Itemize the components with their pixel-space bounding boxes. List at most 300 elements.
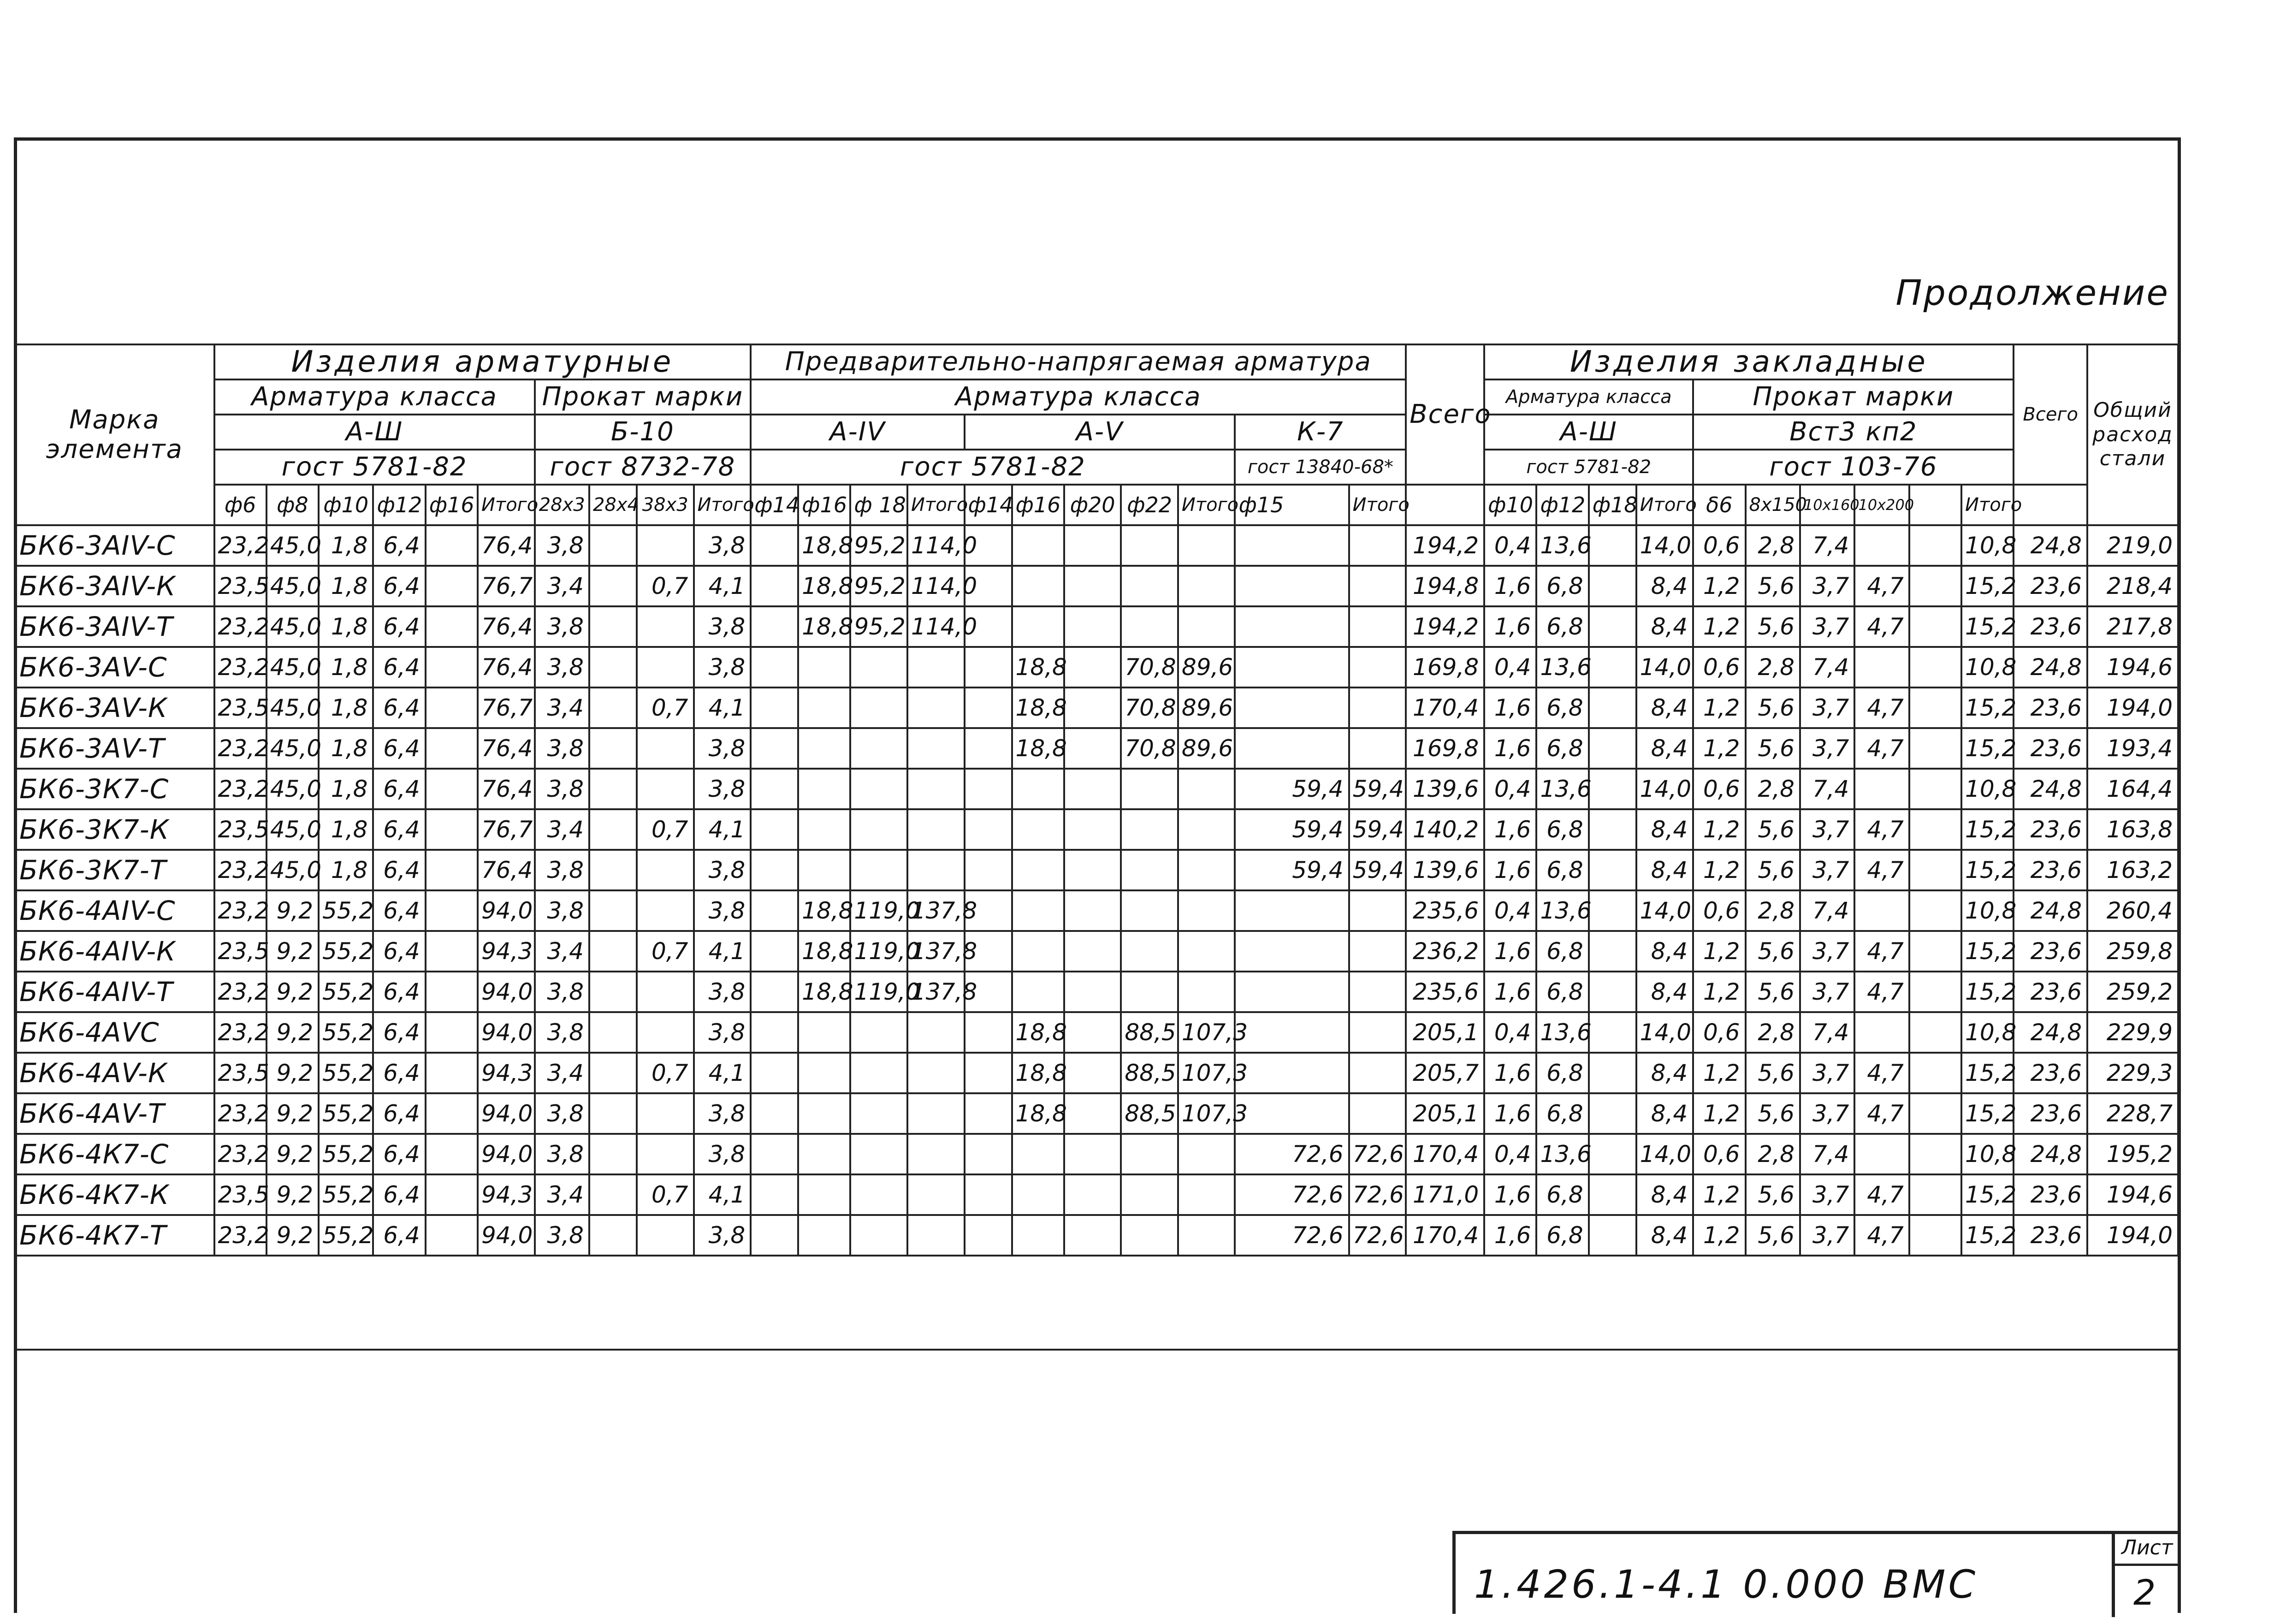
value-cell: [1012, 931, 1064, 972]
value-cell: 6,4: [373, 1174, 425, 1215]
table-row: [15, 647, 2178, 688]
value-cell: 139,6: [1406, 769, 1484, 809]
value-cell: 3,8: [694, 1093, 751, 1134]
value-cell: [965, 728, 1012, 769]
value-cell: 76,4: [478, 850, 535, 890]
value-cell: [1349, 931, 1406, 972]
col-header: ф6: [214, 485, 267, 525]
value-cell: 5,6: [1746, 931, 1800, 972]
header-prestress-gost: гост 5781-82: [751, 450, 1235, 485]
value-cell: [1121, 525, 1178, 566]
value-cell: 5,6: [1746, 1053, 1800, 1093]
value-cell: 6,4: [373, 1053, 425, 1093]
value-cell: 23,2: [214, 972, 267, 1012]
value-cell: 1,2: [1693, 809, 1745, 850]
header-arm-class: А-Ш: [214, 415, 535, 450]
col-header: Итого: [478, 485, 535, 525]
value-cell: [798, 688, 850, 728]
value-cell: [1012, 972, 1064, 1012]
value-cell: 8,4: [1636, 606, 1694, 647]
value-cell: 8,4: [1636, 728, 1694, 769]
value-cell: 0,7: [637, 1174, 694, 1215]
col-header: ф12: [373, 485, 425, 525]
value-cell: 76,4: [478, 647, 535, 688]
value-cell: 6,4: [373, 688, 425, 728]
value-cell: 4,1: [694, 1053, 751, 1093]
value-cell: [637, 1093, 694, 1134]
value-cell: 171,0: [1406, 1174, 1484, 1215]
value-cell: 0,7: [637, 566, 694, 606]
value-cell: 45,0: [267, 647, 319, 688]
value-cell: 164,4: [2087, 769, 2178, 809]
value-cell: [1064, 890, 1121, 931]
value-cell: 7,4: [1800, 890, 1854, 931]
value-cell: 3,8: [694, 890, 751, 931]
element-mark-cell: БК6-4К7-С: [15, 1134, 214, 1174]
value-cell: [1064, 809, 1121, 850]
value-cell: 5,6: [1746, 1174, 1800, 1215]
value-cell: [1012, 809, 1064, 850]
value-cell: 72,6: [1235, 1174, 1349, 1215]
value-cell: 205,1: [1406, 1012, 1484, 1053]
value-cell: 1,6: [1484, 1174, 1536, 1215]
value-cell: 9,2: [267, 931, 319, 972]
header-mark: Марка элемента: [15, 344, 214, 525]
table-row: [15, 606, 2178, 647]
table-row: [15, 1012, 2178, 1053]
value-cell: [589, 1012, 637, 1053]
value-cell: 1,6: [1484, 850, 1536, 890]
value-cell: [907, 728, 965, 769]
value-cell: [1909, 525, 1961, 566]
header-embed-arm-class: А-Ш: [1484, 415, 1693, 450]
value-cell: [1064, 972, 1121, 1012]
value-cell: 6,8: [1536, 566, 1588, 606]
value-cell: 1,8: [319, 566, 373, 606]
col-header: ф22: [1121, 485, 1178, 525]
value-cell: [426, 1134, 478, 1174]
value-cell: 217,8: [2087, 606, 2178, 647]
value-cell: [850, 647, 907, 688]
value-cell: 3,8: [535, 647, 589, 688]
table-row: [15, 1053, 2178, 1093]
value-cell: [907, 1053, 965, 1093]
value-cell: 235,6: [1406, 890, 1484, 931]
value-cell: 218,4: [2087, 566, 2178, 606]
value-cell: 1,2: [1693, 1174, 1745, 1215]
value-cell: [426, 688, 478, 728]
title-block: [1452, 1531, 2181, 1614]
value-cell: 1,2: [1693, 1053, 1745, 1093]
value-cell: [637, 1134, 694, 1174]
value-cell: 1,8: [319, 525, 373, 566]
value-cell: 3,4: [535, 1174, 589, 1215]
value-cell: 72,6: [1349, 1134, 1406, 1174]
value-cell: [1909, 1134, 1961, 1174]
value-cell: [751, 769, 798, 809]
value-cell: [637, 769, 694, 809]
value-cell: 18,8: [1012, 1093, 1064, 1134]
value-cell: 55,2: [319, 1215, 373, 1256]
value-cell: [637, 606, 694, 647]
value-cell: [426, 769, 478, 809]
value-cell: 55,2: [319, 1093, 373, 1134]
col-header: ф18: [1589, 485, 1636, 525]
value-cell: 18,8: [1012, 647, 1064, 688]
element-mark-cell: БК6-3К7-Т: [15, 850, 214, 890]
value-cell: 1,8: [319, 809, 373, 850]
value-cell: 205,7: [1406, 1053, 1484, 1093]
value-cell: [589, 566, 637, 606]
value-cell: 10,8: [1961, 647, 2014, 688]
value-cell: 3,8: [535, 1134, 589, 1174]
value-cell: 13,6: [1536, 890, 1588, 931]
value-cell: [1064, 1134, 1121, 1174]
value-cell: [426, 972, 478, 1012]
header-prokat-mark: Б-10: [535, 415, 751, 450]
value-cell: 3,8: [694, 1134, 751, 1174]
header-steel-total: Общий расход стали: [2087, 344, 2178, 525]
value-cell: [1012, 1215, 1064, 1256]
value-cell: [907, 1093, 965, 1134]
value-cell: 6,4: [373, 1012, 425, 1053]
value-cell: 1,2: [1693, 1215, 1745, 1256]
value-cell: 169,8: [1406, 647, 1484, 688]
value-cell: [1909, 850, 1961, 890]
value-cell: 3,4: [535, 688, 589, 728]
value-cell: [1909, 1012, 1961, 1053]
value-cell: 55,2: [319, 890, 373, 931]
value-cell: 94,0: [478, 1012, 535, 1053]
element-mark-cell: БК6-3АIV-С: [15, 525, 214, 566]
value-cell: 3,7: [1800, 566, 1854, 606]
value-cell: [798, 769, 850, 809]
value-cell: 10,8: [1961, 1012, 2014, 1053]
value-cell: 59,4: [1235, 850, 1349, 890]
col-header: Итого: [907, 485, 965, 525]
value-cell: [1121, 1174, 1178, 1215]
value-cell: 72,6: [1349, 1174, 1406, 1215]
value-cell: [1589, 525, 1636, 566]
value-cell: [589, 1215, 637, 1256]
value-cell: 23,5: [214, 1053, 267, 1093]
value-cell: 8,4: [1636, 809, 1694, 850]
value-cell: [589, 1093, 637, 1134]
value-cell: 163,2: [2087, 850, 2178, 890]
value-cell: [751, 688, 798, 728]
value-cell: 76,4: [478, 525, 535, 566]
header-class-k7: К-7: [1235, 415, 1406, 450]
value-cell: 59,4: [1349, 809, 1406, 850]
value-cell: [1854, 890, 1909, 931]
value-cell: [798, 1174, 850, 1215]
value-cell: 170,4: [1406, 1134, 1484, 1174]
col-header: ф14: [965, 485, 1012, 525]
value-cell: 3,8: [694, 728, 751, 769]
value-cell: 3,8: [535, 1215, 589, 1256]
col-header: Итого: [694, 485, 751, 525]
value-cell: 18,8: [1012, 728, 1064, 769]
value-cell: 9,2: [267, 1215, 319, 1256]
value-cell: 194,2: [1406, 525, 1484, 566]
value-cell: [426, 566, 478, 606]
value-cell: 5,6: [1746, 972, 1800, 1012]
value-cell: 15,2: [1961, 809, 2014, 850]
value-cell: [1064, 1174, 1121, 1215]
value-cell: 114,0: [907, 566, 965, 606]
element-mark-cell: БК6-3АV-С: [15, 647, 214, 688]
value-cell: [426, 850, 478, 890]
value-cell: [1012, 566, 1064, 606]
value-cell: [798, 1215, 850, 1256]
value-cell: [850, 1174, 907, 1215]
value-cell: 163,8: [2087, 809, 2178, 850]
value-cell: 4,7: [1854, 566, 1909, 606]
value-cell: [1235, 1093, 1349, 1134]
value-cell: 76,7: [478, 688, 535, 728]
value-cell: 88,5: [1121, 1012, 1178, 1053]
value-cell: 23,6: [2014, 809, 2087, 850]
value-cell: [1012, 525, 1064, 566]
value-cell: 3,7: [1800, 606, 1854, 647]
value-cell: [850, 1134, 907, 1174]
value-cell: 235,6: [1406, 972, 1484, 1012]
value-cell: 6,8: [1536, 850, 1588, 890]
value-cell: [965, 1215, 1012, 1256]
value-cell: [1064, 688, 1121, 728]
value-cell: 3,7: [1800, 850, 1854, 890]
col-header: [1909, 485, 1961, 525]
value-cell: 5,6: [1746, 809, 1800, 850]
value-cell: 6,4: [373, 606, 425, 647]
value-cell: [1349, 972, 1406, 1012]
value-cell: 72,6: [1235, 1134, 1349, 1174]
col-header: 10х160: [1800, 485, 1854, 525]
value-cell: [637, 972, 694, 1012]
value-cell: 15,2: [1961, 1053, 2014, 1093]
value-cell: 14,0: [1636, 769, 1694, 809]
col-header: Итого: [1178, 485, 1235, 525]
header-prokat-gost: гост 8732-78: [535, 450, 751, 485]
value-cell: 6,8: [1536, 931, 1588, 972]
element-mark-cell: БК6-3АIV-К: [15, 566, 214, 606]
value-cell: [965, 1012, 1012, 1053]
value-cell: [1178, 931, 1235, 972]
value-cell: 9,2: [267, 1134, 319, 1174]
value-cell: 259,8: [2087, 931, 2178, 972]
table-row: [15, 1174, 2178, 1215]
value-cell: 3,8: [535, 728, 589, 769]
value-cell: 13,6: [1536, 1012, 1588, 1053]
value-cell: 1,8: [319, 728, 373, 769]
value-cell: 9,2: [267, 1174, 319, 1215]
value-cell: 8,4: [1636, 931, 1694, 972]
value-cell: 3,7: [1800, 1215, 1854, 1256]
value-cell: 45,0: [267, 850, 319, 890]
value-cell: 89,6: [1178, 647, 1235, 688]
value-cell: [1178, 1174, 1235, 1215]
value-cell: [426, 728, 478, 769]
value-cell: [965, 850, 1012, 890]
value-cell: 6,4: [373, 1134, 425, 1174]
value-cell: 70,8: [1121, 728, 1178, 769]
value-cell: 4,7: [1854, 1215, 1909, 1256]
value-cell: [1909, 931, 1961, 972]
value-cell: [1178, 769, 1235, 809]
value-cell: 6,4: [373, 647, 425, 688]
value-cell: 6,8: [1536, 1053, 1588, 1093]
value-cell: [426, 890, 478, 931]
value-cell: 4,7: [1854, 972, 1909, 1012]
value-cell: 1,6: [1484, 688, 1536, 728]
value-cell: [1589, 1012, 1636, 1053]
element-mark-cell: БК6-4К7-Т: [15, 1215, 214, 1256]
value-cell: 3,8: [535, 525, 589, 566]
value-cell: [1349, 525, 1406, 566]
value-cell: [589, 688, 637, 728]
header-arm-gost: гост 5781-82: [214, 450, 535, 485]
col-header: ф20: [1064, 485, 1121, 525]
value-cell: [1121, 972, 1178, 1012]
col-header: ф8: [267, 485, 319, 525]
value-cell: 8,4: [1636, 688, 1694, 728]
value-cell: [637, 728, 694, 769]
value-cell: [1064, 1215, 1121, 1256]
value-cell: 0,6: [1693, 1134, 1745, 1174]
value-cell: [1178, 850, 1235, 890]
value-cell: 0,6: [1693, 890, 1745, 931]
value-cell: 23,2: [214, 1012, 267, 1053]
value-cell: [1854, 647, 1909, 688]
value-cell: 76,4: [478, 769, 535, 809]
value-cell: 3,8: [535, 972, 589, 1012]
table-row: [15, 850, 2178, 890]
value-cell: 1,2: [1693, 1093, 1745, 1134]
value-cell: 0,4: [1484, 525, 1536, 566]
value-cell: 6,4: [373, 850, 425, 890]
value-cell: 94,3: [478, 1053, 535, 1093]
value-cell: 24,8: [2014, 890, 2087, 931]
value-cell: [426, 1093, 478, 1134]
value-cell: [1909, 972, 1961, 1012]
value-cell: [589, 647, 637, 688]
value-cell: 9,2: [267, 1012, 319, 1053]
value-cell: 0,6: [1693, 525, 1745, 566]
value-cell: [1235, 728, 1349, 769]
value-cell: 194,6: [2087, 1174, 2178, 1215]
sheet-number: 2: [2133, 1572, 2156, 1613]
value-cell: 3,7: [1800, 931, 1854, 972]
value-cell: [426, 1053, 478, 1093]
value-cell: [965, 647, 1012, 688]
value-cell: [965, 1093, 1012, 1134]
value-cell: [637, 850, 694, 890]
frame-bottom-line: [14, 1349, 2179, 1351]
value-cell: [798, 1134, 850, 1174]
value-cell: [426, 525, 478, 566]
value-cell: [1012, 890, 1064, 931]
steel-consumption-table: [14, 344, 2179, 1257]
value-cell: 15,2: [1961, 931, 2014, 972]
continuation-label: Продолжение: [1895, 272, 2169, 313]
element-mark-cell: БК6-3АV-Т: [15, 728, 214, 769]
value-cell: [1349, 606, 1406, 647]
value-cell: 137,8: [907, 890, 965, 931]
value-cell: 94,3: [478, 1174, 535, 1215]
value-cell: [1178, 890, 1235, 931]
value-cell: 95,2: [850, 525, 907, 566]
value-cell: [1012, 1174, 1064, 1215]
value-cell: [850, 1012, 907, 1053]
value-cell: 5,6: [1746, 606, 1800, 647]
value-cell: [1121, 606, 1178, 647]
element-mark-cell: БК6-4АIV-Т: [15, 972, 214, 1012]
value-cell: 23,6: [2014, 850, 2087, 890]
value-cell: 8,4: [1636, 1093, 1694, 1134]
value-cell: 45,0: [267, 566, 319, 606]
table-body: [15, 525, 2178, 1256]
col-header: Итого: [1349, 485, 1406, 525]
value-cell: 55,2: [319, 1012, 373, 1053]
value-cell: 88,5: [1121, 1093, 1178, 1134]
value-cell: 18,8: [1012, 1053, 1064, 1093]
value-cell: 10,8: [1961, 1134, 2014, 1174]
value-cell: [1121, 1134, 1178, 1174]
value-cell: [1064, 1053, 1121, 1093]
value-cell: [426, 931, 478, 972]
value-cell: [1589, 850, 1636, 890]
value-cell: 18,8: [798, 931, 850, 972]
value-cell: 5,6: [1746, 850, 1800, 890]
value-cell: 137,8: [907, 931, 965, 972]
value-cell: 1,2: [1693, 728, 1745, 769]
value-cell: 170,4: [1406, 1215, 1484, 1256]
value-cell: [1178, 972, 1235, 1012]
element-mark-cell: БК6-4АVС: [15, 1012, 214, 1053]
value-cell: [1589, 809, 1636, 850]
value-cell: 3,8: [694, 850, 751, 890]
col-header: 28х3: [535, 485, 589, 525]
value-cell: [850, 809, 907, 850]
value-cell: [751, 931, 798, 972]
value-cell: [1064, 1093, 1121, 1134]
value-cell: 3,4: [535, 809, 589, 850]
value-cell: 9,2: [267, 1053, 319, 1093]
value-cell: 3,8: [535, 1093, 589, 1134]
value-cell: 114,0: [907, 525, 965, 566]
value-cell: 23,2: [214, 728, 267, 769]
value-cell: 1,6: [1484, 606, 1536, 647]
value-cell: [751, 1093, 798, 1134]
value-cell: 8,4: [1636, 566, 1694, 606]
value-cell: [1349, 688, 1406, 728]
value-cell: 1,6: [1484, 728, 1536, 769]
value-cell: 2,8: [1746, 1012, 1800, 1053]
value-cell: 5,6: [1746, 1215, 1800, 1256]
element-mark-cell: БК6-3К7-С: [15, 769, 214, 809]
value-cell: [1909, 769, 1961, 809]
value-cell: [751, 566, 798, 606]
value-cell: [1589, 972, 1636, 1012]
value-cell: [751, 1012, 798, 1053]
element-mark-cell: БК6-4К7-К: [15, 1174, 214, 1215]
header-embed-prokat-gost: гост 103-76: [1693, 450, 2014, 485]
value-cell: [907, 1174, 965, 1215]
value-cell: [965, 1134, 1012, 1174]
value-cell: [1589, 1174, 1636, 1215]
value-cell: 1,8: [319, 850, 373, 890]
value-cell: 72,6: [1235, 1215, 1349, 1256]
